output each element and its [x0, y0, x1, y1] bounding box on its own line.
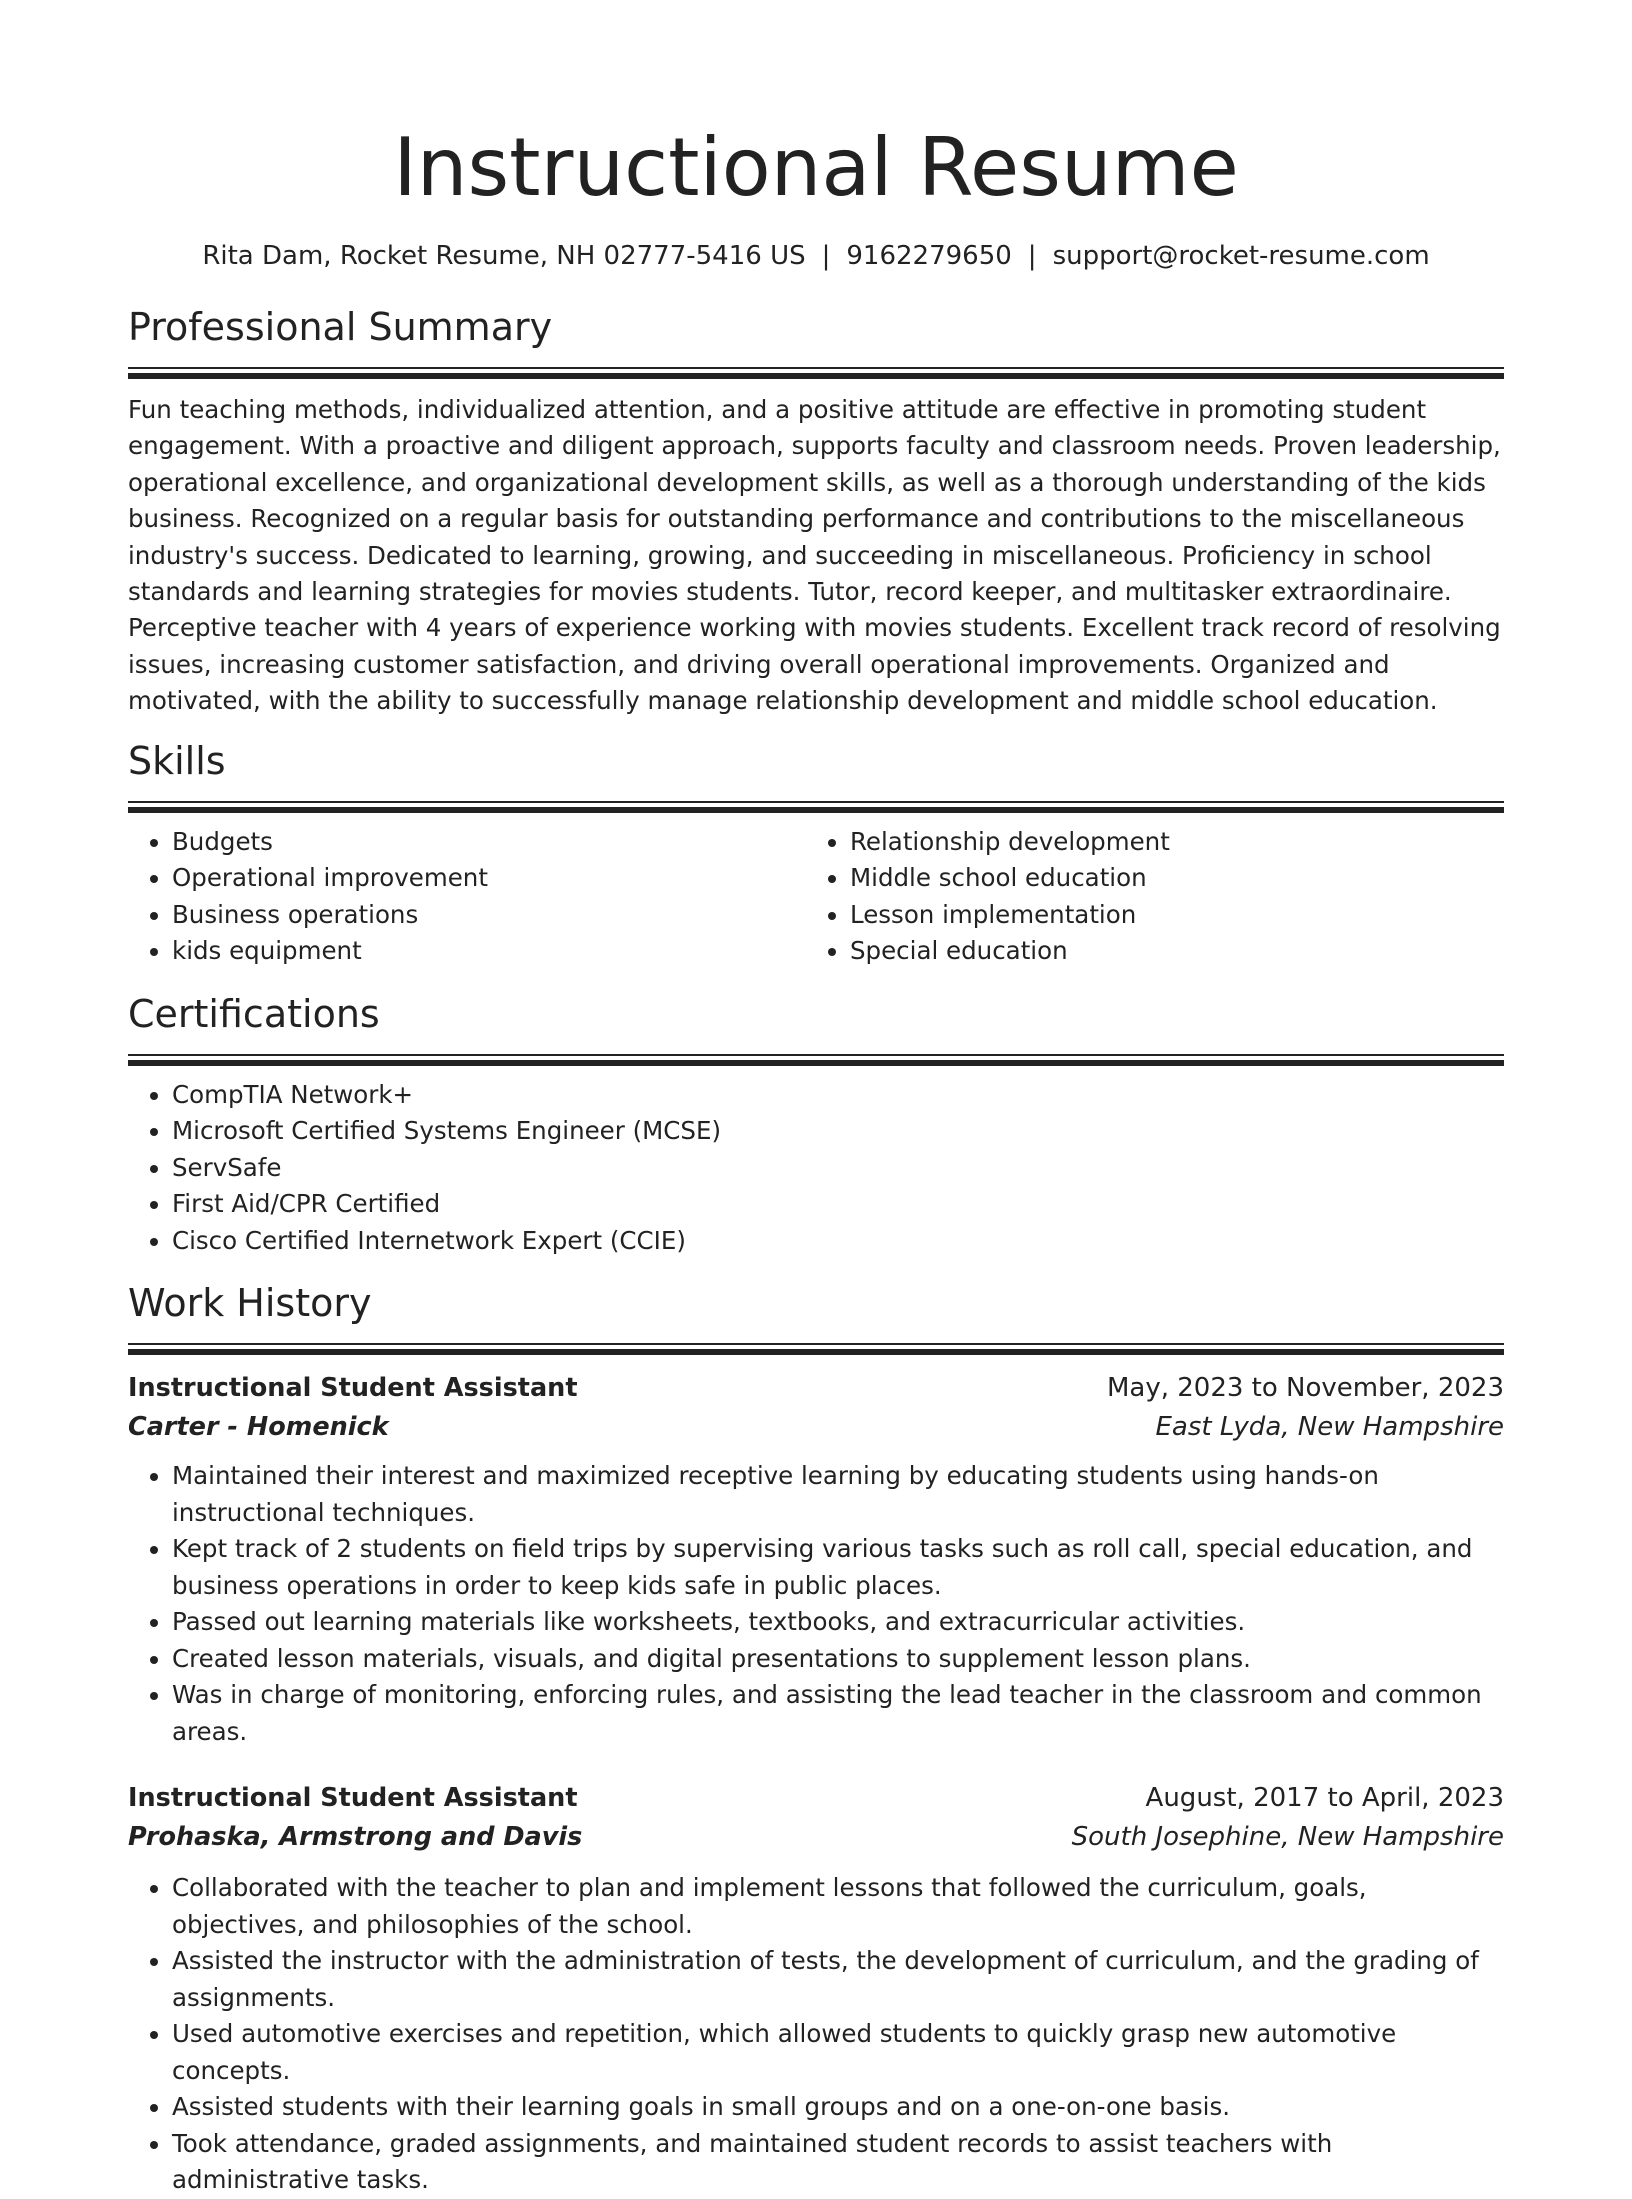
certification-item: • CompTIA Network+: [172, 1077, 1504, 1114]
job-duty: • Used automotive exercises and repetition, which allowed students to quickly grasp new automotive concepts.: [172, 2016, 1504, 2089]
skill-item: • Middle school education: [850, 860, 1484, 897]
skill-item: • Budgets: [172, 824, 806, 861]
job-duty: • Maintained their interest and maximized receptive learning by educating students using hands-on instructional techniques.: [172, 1458, 1504, 1531]
contact-separator: |: [1027, 241, 1037, 271]
certification-item: • First Aid/CPR Certified: [172, 1186, 1504, 1223]
section-divider: [128, 1054, 1504, 1066]
resume-page: [128, 0, 1504, 2199]
job-location: South Josephine, New Hampshire: [1071, 1822, 1504, 1853]
job-dates: May, 2023 to November, 2023: [1106, 1373, 1504, 1404]
skills-column-left: [128, 824, 806, 970]
job-location: East Lyda, New Hampshire: [1155, 1412, 1504, 1443]
certification-item: • Microsoft Certified Systems Engineer (MCSE): [172, 1113, 1504, 1150]
contact-line: [128, 238, 1504, 274]
skill-item: • Operational improvement: [172, 860, 806, 897]
job-company: Carter - Homenick: [128, 1412, 389, 1443]
job-duties-list: [128, 1870, 1504, 2199]
summary-text: Fun teaching methods, individualized attention, and a positive attitude are effective in promoting student engagement. With a proactive and diligent approach, supports faculty and classroom needs. Proven leadership, operational excellence, and organizational development skills, as well as a thorough understanding of the kids business. Recognized on a regular basis for outstanding performance and contributions to the miscellaneous industry's success. Dedicated to learning, growing, and succeeding in miscellaneous. Proficiency in school standards and learning strategies for movies students. Tutor, record keeper, and multitasker extraordinaire. Perceptive teacher with 4 years of experience working with movies students. Excellent track record of resolving issues, increasing customer satisfaction, and driving overall operational improvements. Organized and motivated, with the ability to successfully manage relationship development and middle school education.: [128, 395, 1501, 716]
section-heading-skills: Skills: [128, 738, 226, 783]
skills-section: [128, 737, 1504, 970]
job-title: Instructional Student Assistant: [128, 1783, 578, 1814]
job-duties-list: [128, 1458, 1504, 1750]
section-heading-summary: Professional Summary: [128, 305, 553, 349]
job-duty: • Assisted the instructor with the administration of tests, the development of curriculum, and the grading of assignments.: [172, 1943, 1504, 2016]
contact-separator: |: [821, 241, 831, 271]
job-duty: • Passed out learning materials like worksheets, textbooks, and extracurricular activities.: [172, 1604, 1504, 1641]
job-dates: August, 2017 to April, 2023: [1145, 1783, 1504, 1814]
job-subheader: [128, 1818, 1504, 1856]
work-history-section: [128, 1279, 1504, 2199]
skill-item: • Business operations: [172, 897, 806, 934]
skills-column-right: [806, 824, 1484, 970]
section-heading-certifications: Certifications: [128, 991, 380, 1036]
job-subheader: [128, 1408, 1504, 1446]
skills-grid: [128, 824, 1504, 970]
certifications-section: [128, 990, 1504, 1260]
skill-item: • Special education: [850, 933, 1484, 970]
section-divider: [128, 1343, 1504, 1355]
contact-email: support@rocket-resume.com: [1052, 241, 1430, 271]
section-divider: [128, 367, 1504, 379]
job-entry: [128, 1368, 1504, 1750]
section-heading-work-history: Work History: [128, 1281, 372, 1326]
section-divider: [128, 801, 1504, 813]
job-duty: • Kept track of 2 students on field trips by supervising various tasks such as roll call, special education, and business operations in order to keep kids safe in public places.: [172, 1531, 1504, 1604]
page-title: Instructional Resume: [393, 121, 1239, 214]
summary-section: [128, 303, 1504, 720]
job-duty: • Created lesson materials, visuals, and digital presentations to supplement lesson plans.: [172, 1641, 1504, 1678]
job-header: [128, 1368, 1504, 1408]
skill-item: • Lesson implementation: [850, 897, 1484, 934]
skill-item: • kids equipment: [172, 933, 806, 970]
job-title: Instructional Student Assistant: [128, 1373, 578, 1404]
job-company: Prohaska, Armstrong and Davis: [128, 1822, 583, 1853]
certification-item: • ServSafe: [172, 1150, 1504, 1187]
certifications-list: [128, 1077, 1504, 1260]
job-entry: [128, 1778, 1504, 2199]
job-duty: • Collaborated with the teacher to plan and implement lessons that followed the curriculum, goals, objectives, and philosophies of the school.: [172, 1870, 1504, 1943]
contact-phone: 9162279650: [846, 241, 1012, 271]
certification-item: • Cisco Certified Internetwork Expert (CCIE): [172, 1223, 1504, 1260]
skill-item: • Relationship development: [850, 824, 1484, 861]
job-duty: • Assisted students with their learning goals in small groups and on a one-on-one basis.: [172, 2089, 1504, 2126]
job-duty: • Was in charge of monitoring, enforcing rules, and assisting the lead teacher in the classroom and common areas.: [172, 1677, 1504, 1750]
job-duty: • Took attendance, graded assignments, and maintained student records to assist teachers with administrative tasks.: [172, 2126, 1504, 2199]
contact-address: Rita Dam, Rocket Resume, NH 02777-5416 US: [202, 241, 806, 271]
job-header: [128, 1778, 1504, 1818]
